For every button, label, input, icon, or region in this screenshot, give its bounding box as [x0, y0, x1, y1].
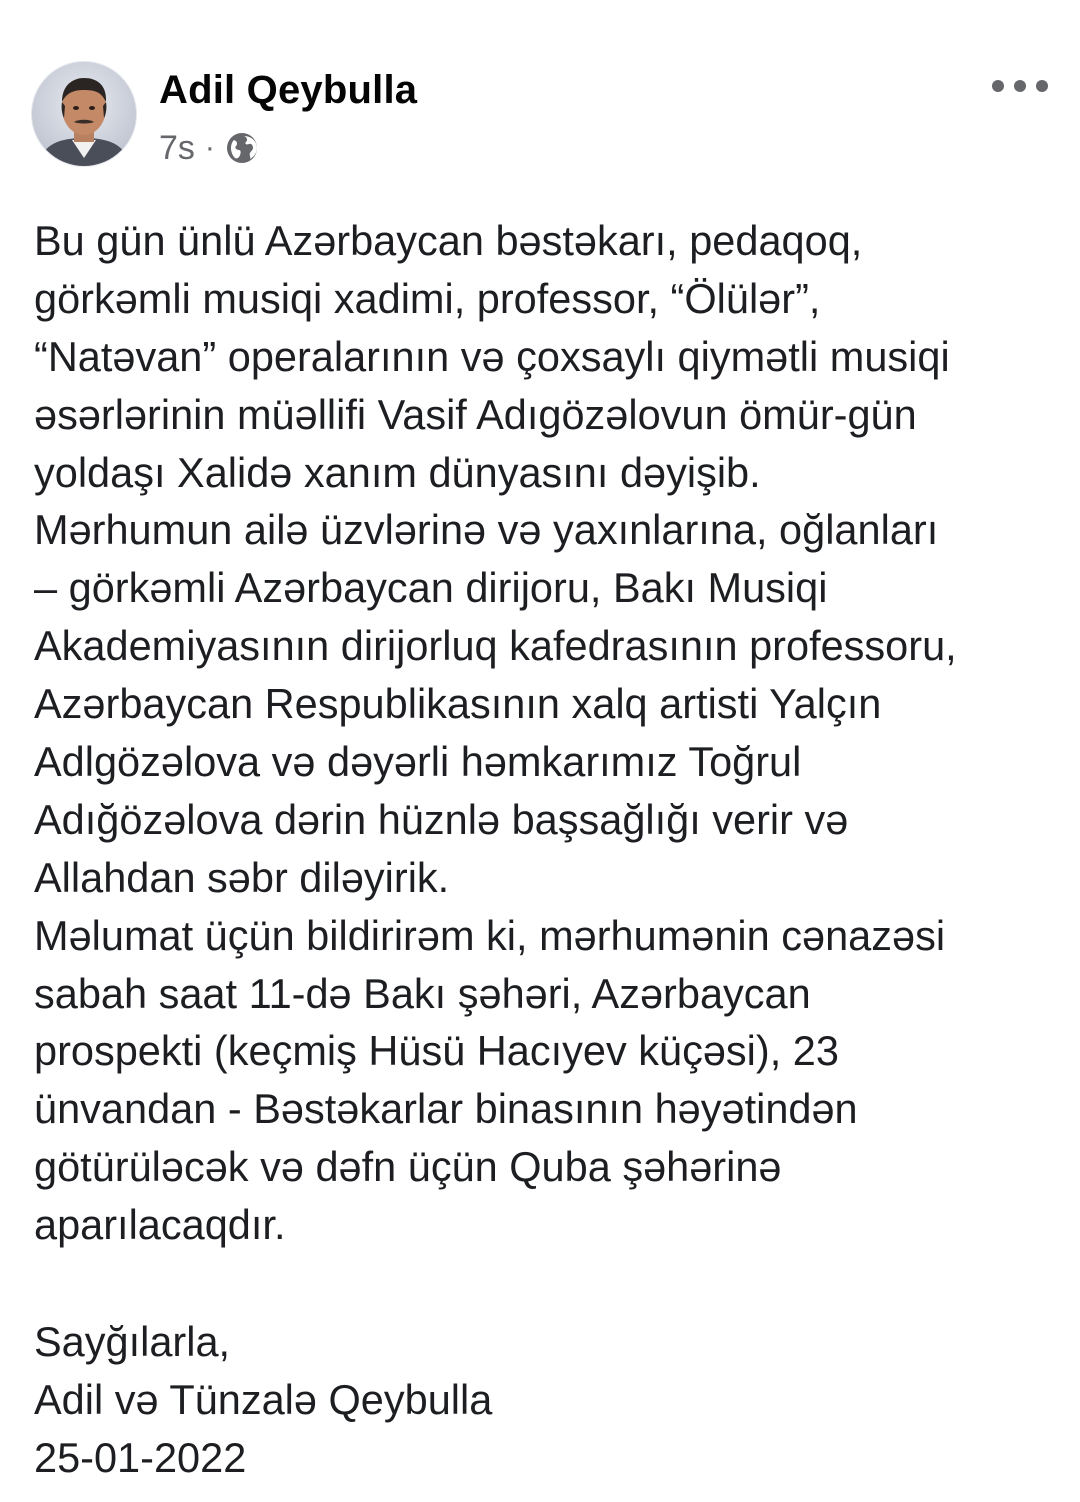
post-body-line: – görkəmli Azərbaycan dirijoru, Bakı Musiqi: [34, 564, 828, 612]
meta-separator: ·: [204, 131, 215, 164]
post-body: [34, 212, 1064, 1254]
post-body-line: Məlumat üçün bildirirəm ki, mərhumənin cənazəsi: [34, 911, 946, 959]
signature-date: 25-01-2022: [34, 1433, 247, 1481]
author-name[interactable]: Adil Qeybulla: [159, 68, 418, 112]
more-options-icon-dot: [1036, 80, 1048, 92]
more-options-icon-dot: [992, 80, 1004, 92]
post-body-line: yoldaşı Xalidə xanım dünyasını dəyişib.: [34, 448, 761, 496]
post-body-line: əsərlərinin müəllifi Vasif Adıgözəlovun ömür-gün: [34, 390, 917, 438]
more-options-icon-dot: [1014, 80, 1026, 92]
post-time[interactable]: 7s: [159, 128, 195, 167]
post-body-line: sabah saat 11-də Bakı şəhəri, Azərbaycan: [34, 969, 811, 1017]
post-body-line: “Natəvan” operalarının və çoxsaylı qiymətli musiqi: [34, 332, 950, 380]
post-body-line: Azərbaycan Respublikasının xalq artisti Yalçın: [34, 680, 882, 728]
signature-names: Adil və Tünzalə Qeybulla: [34, 1375, 493, 1423]
post-body-line: Bu gün ünlü Azərbaycan bəstəkarı, pedaqoq,: [34, 217, 863, 264]
globe-icon[interactable]: [225, 131, 259, 165]
more-options-button[interactable]: [992, 66, 1048, 106]
post-signature: [34, 1313, 492, 1487]
post-body-line: aparılacaqdır.: [34, 1201, 286, 1249]
post-body-line: Adlgözəlova və dəyərli həmkarımız Toğrul: [34, 738, 802, 786]
post-body-line: götürüləcək və dəfn üçün Quba şəhərinə: [34, 1143, 782, 1191]
post-body-line: Allahdan səbr diləyirik.: [34, 853, 450, 901]
post-body-line: Adığözəlova dərin hüznlə başsağlığı verir və: [34, 795, 849, 843]
post-body-line: prospekti (keçmiş Hüsü Hacıyev küçəsi), 23: [34, 1027, 839, 1075]
author-avatar[interactable]: [32, 62, 136, 166]
post-body-line: Mərhumun ailə üzvlərinə və yaxınlarına, oğlanları: [34, 506, 939, 554]
profile-photo-icon: [32, 62, 136, 166]
post-body-line: ünvandan - Bəstəkarlar binasının həyətindən: [34, 1085, 858, 1133]
post-header: [32, 62, 1048, 172]
post-body-line: görkəmli musiqi xadimi, professor, “Ölülər”,: [34, 274, 821, 322]
post-body-line: Akademiyasının dirijorluq kafedrasının professoru,: [34, 622, 957, 670]
signature-greeting: Sayğılarla,: [34, 1318, 231, 1365]
post-meta: [159, 128, 259, 168]
